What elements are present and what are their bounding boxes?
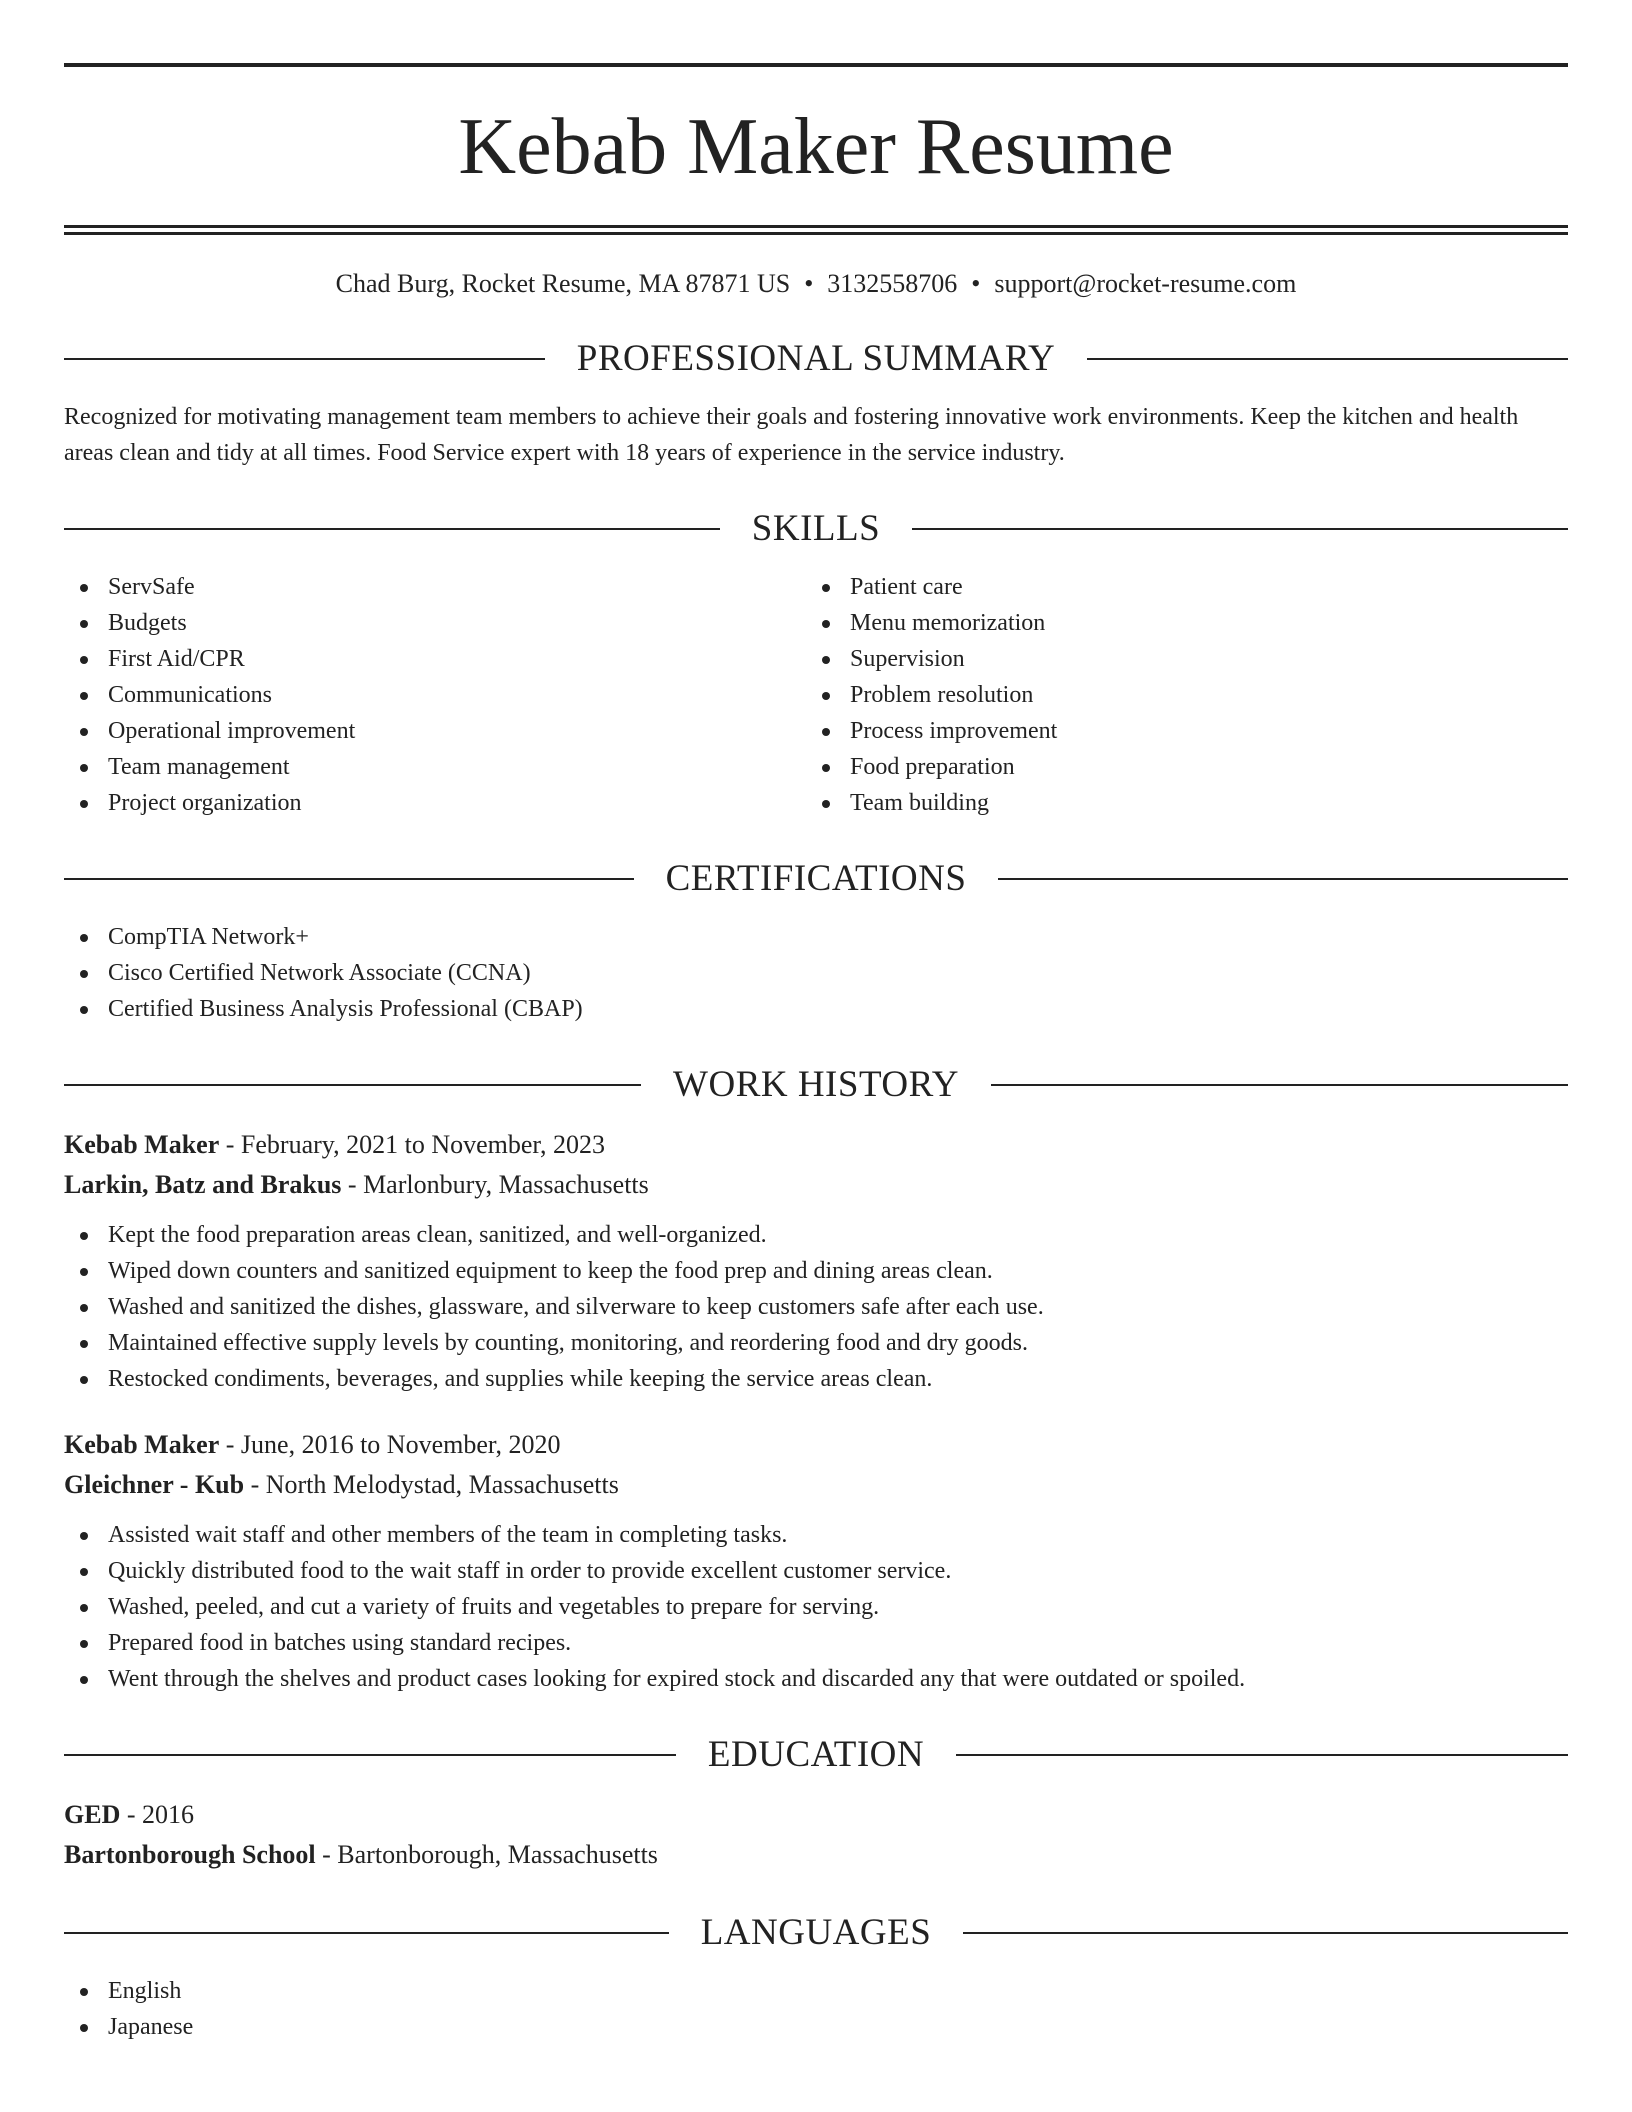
job-bullet: Washed, peeled, and cut a variety of fruits and vegetables to prepare for serving. [64, 1589, 1568, 1625]
heading-rule [64, 528, 720, 530]
education-entry [64, 1795, 1568, 1875]
certification-item: CompTIA Network+ [64, 919, 1568, 955]
job-title: Kebab Maker [64, 1430, 220, 1459]
job-bullets [64, 1217, 1568, 1397]
job-bullet: Kept the food preparation areas clean, sanitized, and well-organized. [64, 1217, 1568, 1253]
section-heading-education [64, 1733, 1568, 1777]
heading-rule [64, 878, 634, 880]
skill-item: Problem resolution [806, 677, 1548, 713]
certification-item: Cisco Certified Network Associate (CCNA) [64, 955, 1568, 991]
top-rule [64, 63, 1568, 67]
contact-separator: • [804, 269, 814, 298]
school-line [64, 1835, 1568, 1875]
heading-rule [64, 1754, 676, 1756]
section-title: PROFESSIONAL SUMMARY [576, 338, 1056, 379]
title-double-rule [64, 225, 1568, 235]
job-location: - North Melodystad, Massachusetts [244, 1470, 619, 1499]
contact-separator: • [971, 269, 981, 298]
skills-list-right [806, 569, 1548, 821]
language-item: Japanese [64, 2009, 1568, 2045]
languages-list [64, 1973, 1568, 2045]
job-bullet: Restocked condiments, beverages, and supplies while keeping the service areas clean. [64, 1361, 1568, 1397]
job-bullet: Quickly distributed food to the wait staff in order to provide excellent customer service. [64, 1553, 1568, 1589]
job-location: - Marlonbury, Massachusetts [341, 1170, 649, 1199]
job-bullet: Assisted wait staff and other members of the team in completing tasks. [64, 1517, 1568, 1553]
job-title-line [64, 1125, 1568, 1165]
skill-item: Budgets [64, 605, 806, 641]
heading-rule [963, 1932, 1568, 1934]
skills-list-left [64, 569, 806, 821]
heading-rule [991, 1084, 1568, 1086]
skill-item: Operational improvement [64, 713, 806, 749]
section-heading-languages [64, 1911, 1568, 1955]
job-dates: - February, 2021 to November, 2023 [219, 1130, 606, 1159]
job-entry [64, 1125, 1568, 1397]
section-heading-skills [64, 507, 1568, 551]
language-item: English [64, 1973, 1568, 2009]
job-bullet: Went through the shelves and product cases looking for expired stock and discarded any that were outdated or spoiled. [64, 1661, 1568, 1697]
resume-title: Kebab Maker Resume [458, 103, 1174, 191]
skill-item: Project organization [64, 785, 806, 821]
contact-line [64, 267, 1568, 301]
skill-item: Process improvement [806, 713, 1548, 749]
heading-rule [998, 878, 1568, 880]
heading-rule [912, 528, 1568, 530]
section-title: LANGUAGES [700, 1912, 932, 1953]
section-heading-work [64, 1063, 1568, 1107]
job-bullet: Prepared food in batches using standard recipes. [64, 1625, 1568, 1661]
section-title: WORK HISTORY [673, 1064, 959, 1105]
section-heading-summary [64, 337, 1568, 381]
school-location: - Bartonborough, Massachusetts [315, 1840, 658, 1869]
job-company-line [64, 1465, 1568, 1505]
degree: GED [64, 1800, 121, 1829]
job-entry [64, 1425, 1568, 1697]
heading-rule [956, 1754, 1568, 1756]
job-title-line [64, 1425, 1568, 1465]
degree-line [64, 1795, 1568, 1835]
skill-item: Communications [64, 677, 806, 713]
section-title: SKILLS [751, 508, 881, 549]
job-company-line [64, 1165, 1568, 1205]
section-title: EDUCATION [707, 1734, 925, 1775]
school-name: Bartonborough School [64, 1840, 316, 1869]
certifications-list [64, 919, 1568, 1027]
job-company: Gleichner - Kub [64, 1470, 245, 1499]
job-title: Kebab Maker [64, 1130, 220, 1159]
skill-item: Menu memorization [806, 605, 1548, 641]
skill-item: First Aid/CPR [64, 641, 806, 677]
contact-address: Chad Burg, Rocket Resume, MA 87871 US [335, 269, 791, 298]
degree-year: - 2016 [120, 1800, 195, 1829]
job-company: Larkin, Batz and Brakus [64, 1170, 342, 1199]
heading-rule [64, 1084, 641, 1086]
skill-item: Team building [806, 785, 1548, 821]
certification-item: Certified Business Analysis Professional (CBAP) [64, 991, 1568, 1027]
job-bullet: Maintained effective supply levels by counting, monitoring, and reordering food and dry goods. [64, 1325, 1568, 1361]
section-title: CERTIFICATIONS [665, 858, 967, 899]
job-bullet: Washed and sanitized the dishes, glassware, and silverware to keep customers safe after each use. [64, 1289, 1568, 1325]
job-dates: - June, 2016 to November, 2020 [219, 1430, 561, 1459]
heading-rule [64, 358, 545, 360]
skills-columns [64, 551, 1568, 821]
heading-rule [1087, 358, 1568, 360]
job-bullets [64, 1517, 1568, 1697]
contact-email: support@rocket-resume.com [994, 269, 1297, 298]
resume-page [64, 0, 1568, 2045]
contact-phone: 3132558706 [827, 269, 958, 298]
section-heading-certifications [64, 857, 1568, 901]
summary-text: Recognized for motivating management team members to achieve their goals and fostering innovative work environments. Keep the kitchen and health areas clean and tidy at all times. Food Service expert with 18 years of experience in the service industry. [64, 404, 1519, 466]
skill-item: Patient care [806, 569, 1548, 605]
heading-rule [64, 1932, 669, 1934]
skill-item: Food preparation [806, 749, 1548, 785]
job-bullet: Wiped down counters and sanitized equipment to keep the food prep and dining areas clean. [64, 1253, 1568, 1289]
skill-item: Supervision [806, 641, 1548, 677]
skill-item: ServSafe [64, 569, 806, 605]
skill-item: Team management [64, 749, 806, 785]
